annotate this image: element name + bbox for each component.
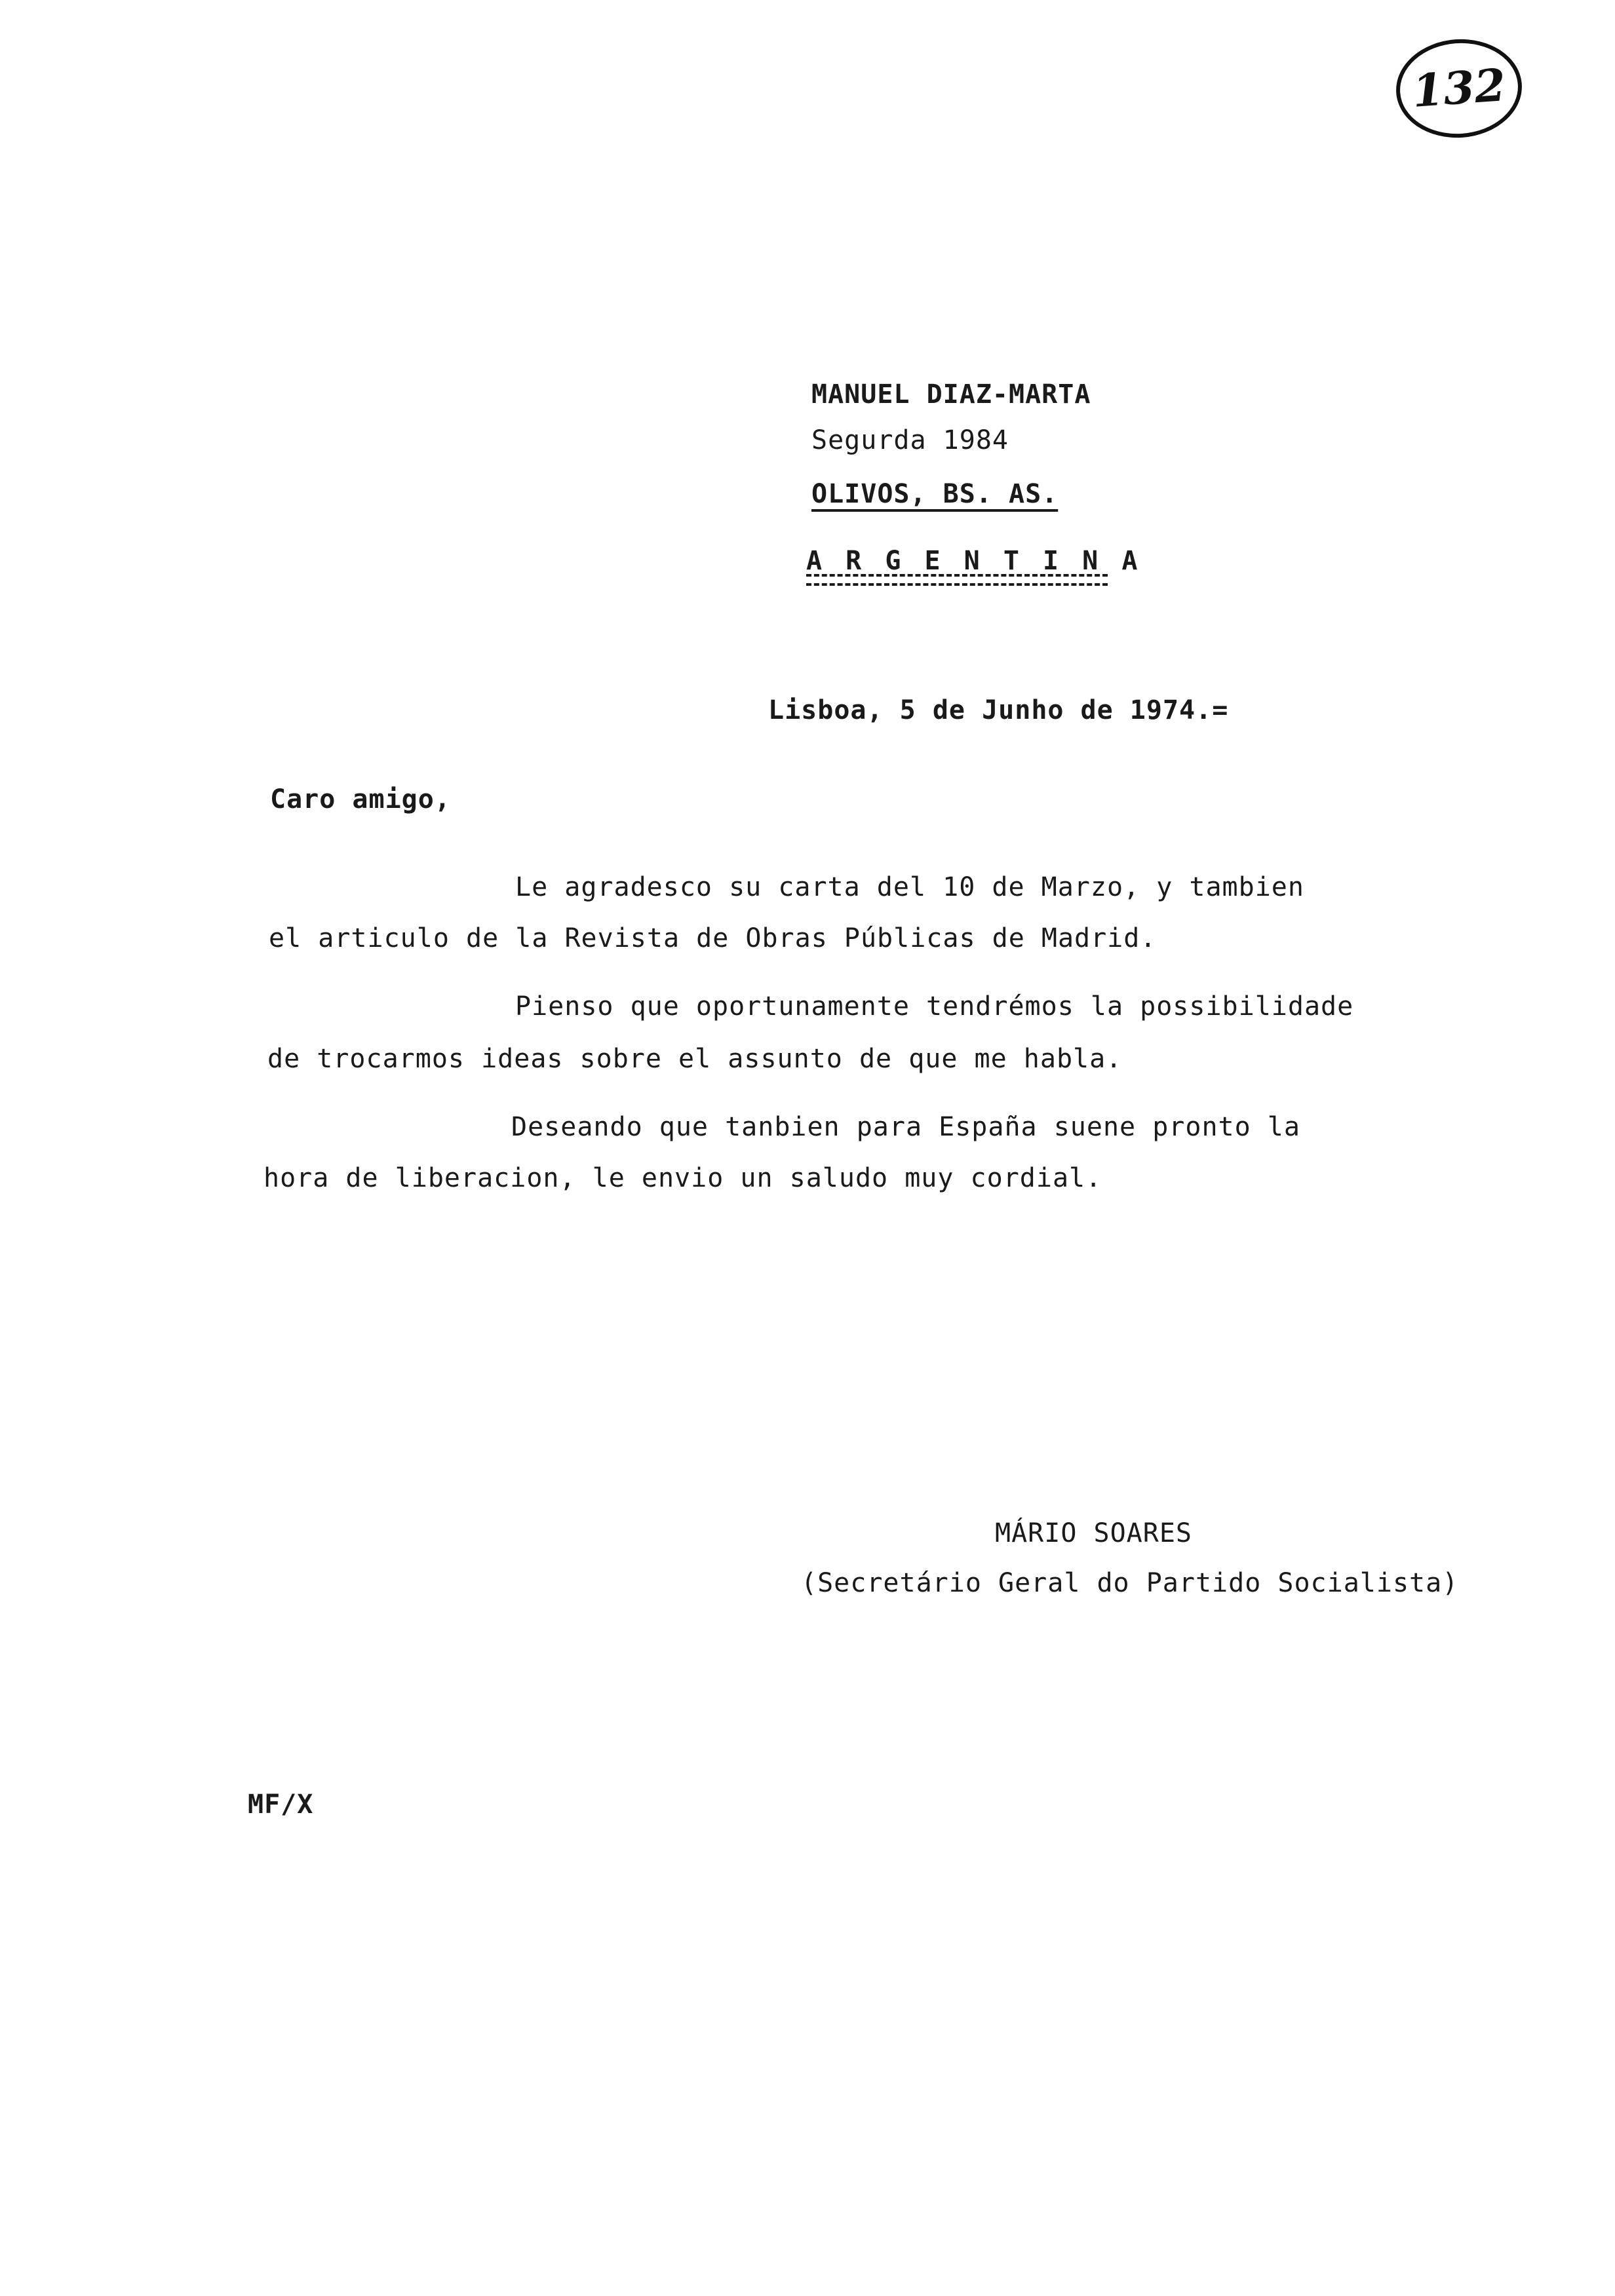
paragraph-1-line-2: el articulo de la Revista de Obras Públicas de Madrid.: [269, 923, 1157, 953]
folio-number-stamp: [1393, 35, 1525, 142]
signatory-title: (Secretário Geral do Partido Socialista): [801, 1568, 1459, 1598]
paragraph-3-line-2: hora de liberacion, le envio un saludo muy cordial.: [263, 1163, 1102, 1193]
country-double-underline: [806, 574, 1108, 586]
paragraph-2-line-1: Pienso que oportunamente tendrémos la possibilidade: [515, 991, 1354, 1022]
folio-number: 132: [1411, 59, 1508, 118]
recipient-name: MANUEL DIAZ-MARTA: [811, 379, 1091, 410]
signatory-name: MÁRIO SOARES: [995, 1518, 1192, 1548]
paragraph-2-line-2: de trocarmos ideas sobre el assunto de que me habla.: [267, 1044, 1123, 1074]
paragraph-3-line-1: Deseando que tanbien para España suene pronto la: [511, 1112, 1300, 1142]
recipient-country: A R G E N T I N A: [806, 546, 1142, 576]
salutation: Caro amigo,: [270, 784, 451, 814]
recipient-street: Segurda 1984: [811, 425, 1009, 455]
recipient-city: OLIVOS, BS. AS.: [811, 479, 1059, 509]
reference-initials: MF/X: [248, 1789, 314, 1820]
place-date: Lisboa, 5 de Junho de 1974.=: [768, 695, 1229, 725]
paragraph-1-line-1: Le agradesco su carta del 10 de Marzo, y tambien: [515, 872, 1304, 902]
